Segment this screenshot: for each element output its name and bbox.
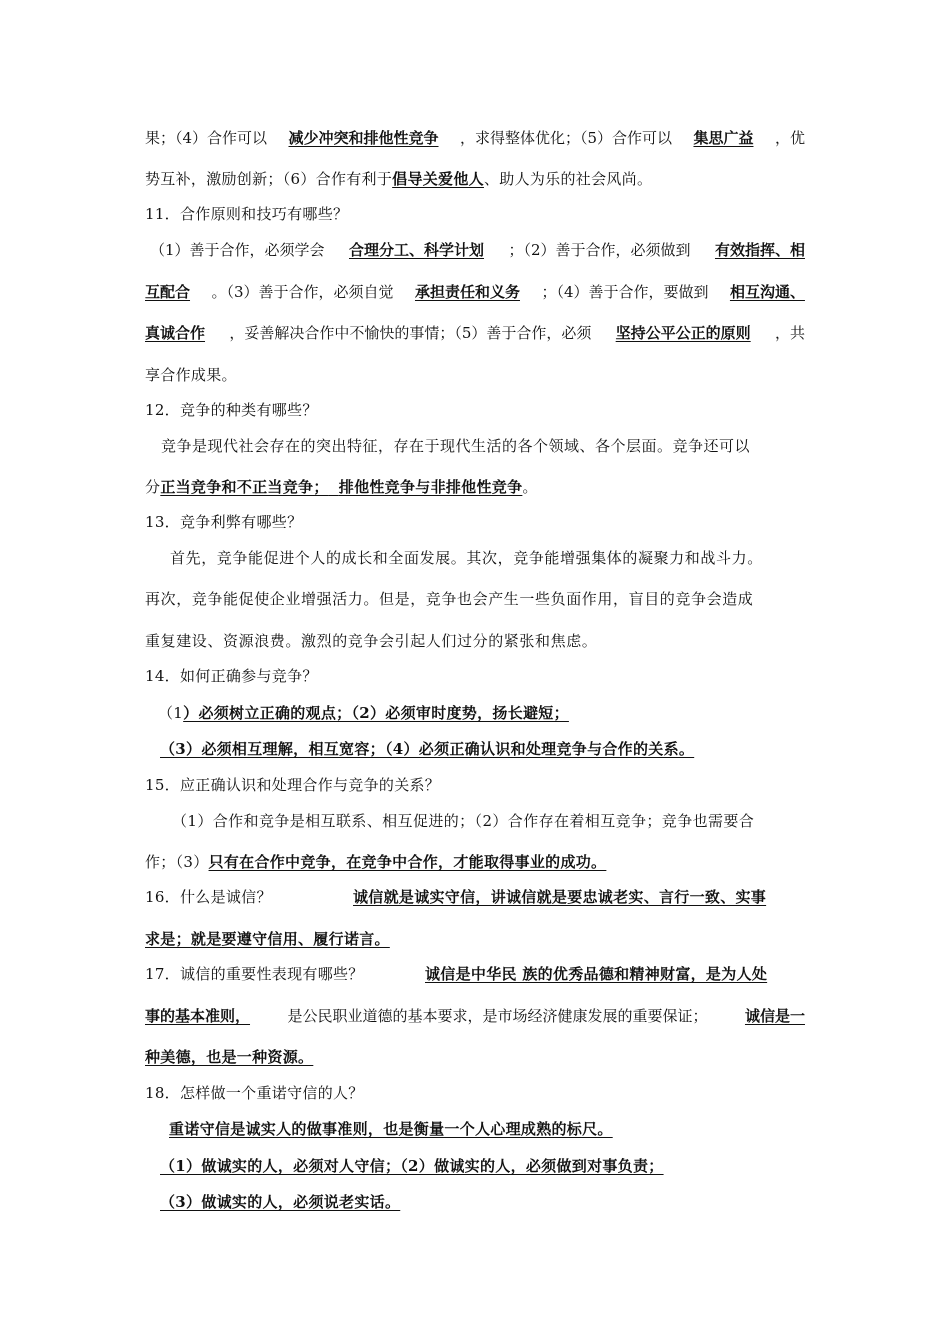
paragraph-line	[145, 170, 652, 188]
emphasis-text: 诚信是一	[744, 1007, 805, 1025]
paragraph-line	[145, 632, 597, 650]
emphasis-text: 有效指挥、相	[714, 241, 805, 259]
paragraph-line	[145, 590, 753, 608]
text-run: 、助人为乐的社会风尚。	[483, 170, 653, 188]
text-run: ，优	[774, 129, 805, 147]
answer-text: （3）做诚实的人，必须说老实话。	[160, 1193, 401, 1211]
paragraph-line	[145, 129, 805, 147]
paragraph-line	[145, 853, 606, 871]
text-run: ，求得整体优化；（5）合作可以	[459, 129, 673, 147]
text-run: 分	[145, 478, 161, 496]
emphasis-text: 种美德，也是一种资源。	[145, 1048, 314, 1066]
answer-text: 诚信就是诚实守信，讲诚信就是要忠诚老实、言行一致、实事	[353, 888, 767, 906]
emphasis-text: 真诚合作	[145, 324, 206, 342]
text-run: 13．竞争利弊有哪些？	[145, 513, 303, 531]
text-run: 作；（3）	[145, 853, 209, 871]
emphasis-text: ）必须树立正确的观点；（2）必须审时度势，扬长避短；	[183, 704, 569, 722]
emphasis-text: 合理分工、科学计划	[349, 241, 485, 259]
text-run: ，妥善解决合作中不愉快的事情；（5）善于合作，必须	[229, 324, 592, 342]
text-run: 是公民职业道德的基本要求，是市场经济健康发展的重要保证；	[287, 1007, 708, 1025]
question-heading	[145, 888, 272, 906]
text-run: 17．诚信的重要性表现有哪些？	[145, 965, 364, 983]
text-run: 再次，竞争能促使企业增强活力。但是，竞争也会产生一些负面作用，盲目的竞争会造成	[145, 590, 754, 608]
emphasis-text: 排他性竞争与非排他性竞争	[338, 478, 523, 496]
emphasis-text: 事的基本准则，	[145, 1007, 251, 1025]
text-run: ，共	[774, 324, 805, 342]
paragraph-line	[145, 1007, 805, 1025]
paragraph-line	[150, 241, 805, 259]
text-run: 竞争是现代社会存在的突出特征，存在于现代生活的各个领域、各个层面。竞争还可以	[161, 437, 751, 455]
text-run: 果；（4）合作可以	[145, 129, 268, 147]
text-run: 16．什么是诚信？	[145, 888, 272, 906]
paragraph-line	[145, 478, 538, 496]
paragraph-line	[170, 549, 763, 567]
paragraph-line	[161, 437, 750, 455]
text-run: （1	[158, 704, 184, 722]
text-run: ；（2）善于合作，必须做到	[508, 241, 691, 259]
emphasis-text: 相互沟通、	[729, 283, 805, 301]
answer-text: 诚信是中华民 族的优秀品德和精神财富，是为人处	[425, 965, 768, 983]
question-heading	[145, 401, 318, 419]
question-heading	[145, 965, 364, 983]
text-run: （1）善于合作，必须学会	[150, 241, 325, 259]
text-run: 享合作成果。	[145, 366, 237, 384]
text-run: 11．合作原则和技巧有哪些？	[145, 205, 349, 223]
paragraph-line	[158, 704, 569, 722]
paragraph-line	[145, 283, 805, 301]
emphasis-text: 坚持公平公正的原则	[615, 324, 751, 342]
paragraph-line	[145, 366, 237, 384]
emphasis-text: 倡导关爱他人	[392, 170, 484, 188]
question-heading	[145, 205, 348, 223]
text-run: （1）合作和竞争是相互联系、相互促进的；（2）合作存在着相互竞争；竞争也需要合	[172, 812, 755, 830]
emphasis-text: 集思广益	[693, 129, 754, 147]
text-run: 12．竞争的种类有哪些？	[145, 401, 318, 419]
answer-text: 求是；就是要遵守信用、履行诺言。	[145, 930, 390, 948]
text-run: 14．如何正确参与竞争？	[145, 667, 318, 685]
question-heading	[145, 667, 318, 685]
text-run: 重复建设、资源浪费。激烈的竞争会引起人们过分的紧张和焦虑。	[145, 632, 598, 650]
question-heading	[145, 513, 302, 531]
text-run: 。	[522, 478, 538, 496]
answer-text: （1）做诚实的人，必须对人守信；（2）做诚实的人，必须做到对事负责；	[160, 1157, 664, 1175]
text-run: 15．应正确认识和处理合作与竞争的关系？	[145, 776, 441, 794]
text-run	[329, 478, 339, 496]
text-run: ；（4）善于合作，要做到	[541, 283, 709, 301]
answer-text: 重诺守信是诚实人的做事准则，也是衡量一个人心理成熟的标尺。	[169, 1120, 613, 1138]
emphasis-text: 承担责任和义务	[414, 283, 520, 301]
paragraph-line	[145, 324, 805, 342]
text-run: 。（3）善于合作，必须自觉	[211, 283, 394, 301]
emphasis-text: 互配合	[145, 283, 191, 301]
text-run: 势互补，激励创新；（6）合作有利于	[145, 170, 393, 188]
text-run: 首先，竞争能促进个人的成长和全面发展。其次，竞争能增强集体的凝聚力和战斗力。	[170, 549, 763, 567]
paragraph-line	[172, 812, 754, 830]
question-heading	[145, 1084, 364, 1102]
emphasis-text: 减少冲突和排他性竞争	[288, 129, 439, 147]
emphasis-text: 正当竞争和不正当竞争；	[160, 478, 329, 496]
emphasis-text: （3）必须相互理解，相互宽容；（4）必须正确认识和处理竞争与合作的关系。	[160, 740, 695, 758]
text-run: 18．怎样做一个重诺守信的人？	[145, 1084, 364, 1102]
question-heading	[145, 776, 440, 794]
emphasis-text: 只有在合作中竞争，在竞争中合作，才能取得事业的成功。	[208, 853, 607, 871]
